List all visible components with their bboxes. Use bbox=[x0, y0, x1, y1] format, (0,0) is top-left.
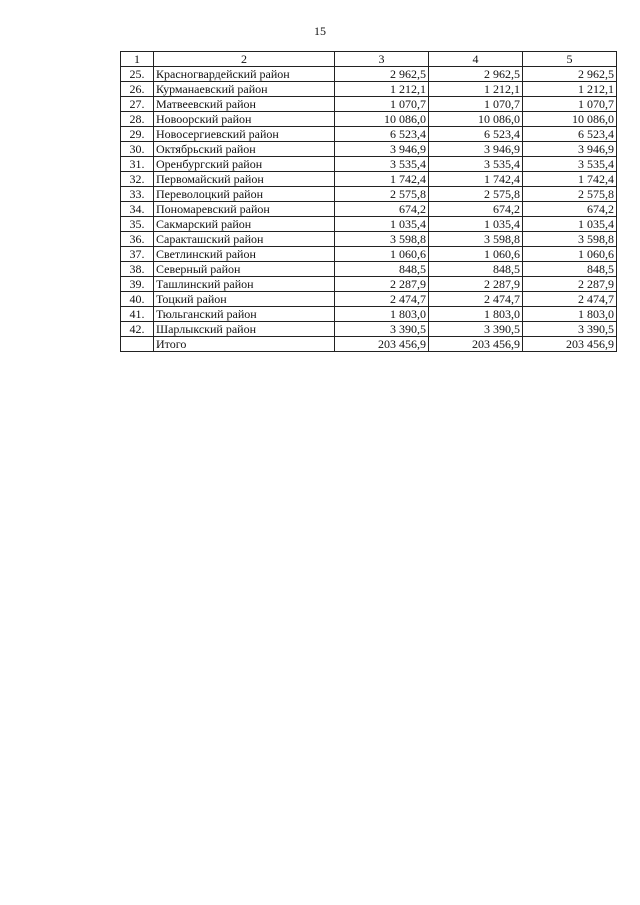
value-col-4: 1 035,4 bbox=[429, 217, 523, 232]
value-col-4: 3 598,8 bbox=[429, 232, 523, 247]
row-number: 29. bbox=[121, 127, 154, 142]
total-row bbox=[121, 337, 617, 352]
table-row bbox=[121, 202, 617, 217]
value-col-5: 3 390,5 bbox=[523, 322, 617, 337]
district-name: Переволоцкий район bbox=[154, 187, 335, 202]
table-row bbox=[121, 157, 617, 172]
value-col-3: 1 212,1 bbox=[335, 82, 429, 97]
value-col-3: 2 962,5 bbox=[335, 67, 429, 82]
district-name: Первомайский район bbox=[154, 172, 335, 187]
row-number: 39. bbox=[121, 277, 154, 292]
row-number: 35. bbox=[121, 217, 154, 232]
row-number: 36. bbox=[121, 232, 154, 247]
value-col-4: 2 474,7 bbox=[429, 292, 523, 307]
district-name: Октябрьский район bbox=[154, 142, 335, 157]
district-name: Новоорский район bbox=[154, 112, 335, 127]
row-number: 41. bbox=[121, 307, 154, 322]
value-col-4: 1 212,1 bbox=[429, 82, 523, 97]
district-name: Ташлинский район bbox=[154, 277, 335, 292]
row-number: 27. bbox=[121, 97, 154, 112]
district-name: Сакмарский район bbox=[154, 217, 335, 232]
value-col-5: 1 212,1 bbox=[523, 82, 617, 97]
table-row bbox=[121, 322, 617, 337]
value-col-5: 848,5 bbox=[523, 262, 617, 277]
value-col-4: 1 060,6 bbox=[429, 247, 523, 262]
value-col-3: 674,2 bbox=[335, 202, 429, 217]
value-col-4: 10 086,0 bbox=[429, 112, 523, 127]
value-col-5: 10 086,0 bbox=[523, 112, 617, 127]
value-col-3: 10 086,0 bbox=[335, 112, 429, 127]
value-col-4: 6 523,4 bbox=[429, 127, 523, 142]
value-col-3: 3 598,8 bbox=[335, 232, 429, 247]
header-cell-2: 2 bbox=[154, 52, 335, 67]
district-name: Оренбургский район bbox=[154, 157, 335, 172]
value-col-4: 203 456,9 bbox=[429, 337, 523, 352]
value-col-5: 1 803,0 bbox=[523, 307, 617, 322]
table-row bbox=[121, 262, 617, 277]
district-name: Пономаревский район bbox=[154, 202, 335, 217]
value-col-5: 1 742,4 bbox=[523, 172, 617, 187]
district-name: Матвеевский район bbox=[154, 97, 335, 112]
value-col-3: 3 390,5 bbox=[335, 322, 429, 337]
value-col-5: 1 035,4 bbox=[523, 217, 617, 232]
table-row bbox=[121, 67, 617, 82]
value-col-3: 848,5 bbox=[335, 262, 429, 277]
row-number: 30. bbox=[121, 142, 154, 157]
table-row bbox=[121, 127, 617, 142]
value-col-3: 1 803,0 bbox=[335, 307, 429, 322]
page-number: 15 bbox=[314, 24, 326, 38]
value-col-4: 3 946,9 bbox=[429, 142, 523, 157]
value-col-5: 3 946,9 bbox=[523, 142, 617, 157]
row-number: 40. bbox=[121, 292, 154, 307]
value-col-5: 2 474,7 bbox=[523, 292, 617, 307]
value-col-3: 6 523,4 bbox=[335, 127, 429, 142]
value-col-3: 2 575,8 bbox=[335, 187, 429, 202]
value-col-5: 1 060,6 bbox=[523, 247, 617, 262]
value-col-5: 203 456,9 bbox=[523, 337, 617, 352]
value-col-4: 674,2 bbox=[429, 202, 523, 217]
row-number: 26. bbox=[121, 82, 154, 97]
row-number: 32. bbox=[121, 172, 154, 187]
value-col-4: 1 742,4 bbox=[429, 172, 523, 187]
value-col-3: 1 070,7 bbox=[335, 97, 429, 112]
district-name: Тоцкий район bbox=[154, 292, 335, 307]
table-row bbox=[121, 307, 617, 322]
value-col-5: 3 598,8 bbox=[523, 232, 617, 247]
value-col-5: 674,2 bbox=[523, 202, 617, 217]
header-cell-3: 3 bbox=[335, 52, 429, 67]
row-number: 34. bbox=[121, 202, 154, 217]
district-name: Саракташский район bbox=[154, 232, 335, 247]
table-row bbox=[121, 247, 617, 262]
value-col-4: 2 287,9 bbox=[429, 277, 523, 292]
value-col-5: 3 535,4 bbox=[523, 157, 617, 172]
table-row bbox=[121, 292, 617, 307]
district-name: Итого bbox=[154, 337, 335, 352]
table-body bbox=[121, 52, 617, 352]
value-col-5: 2 962,5 bbox=[523, 67, 617, 82]
table-row bbox=[121, 97, 617, 112]
district-name: Новосергиевский район bbox=[154, 127, 335, 142]
data-table bbox=[120, 51, 617, 352]
value-col-3: 2 474,7 bbox=[335, 292, 429, 307]
header-cell-5: 5 bbox=[523, 52, 617, 67]
value-col-5: 1 070,7 bbox=[523, 97, 617, 112]
header-cell-1: 1 bbox=[121, 52, 154, 67]
table-row bbox=[121, 142, 617, 157]
value-col-5: 2 575,8 bbox=[523, 187, 617, 202]
value-col-5: 2 287,9 bbox=[523, 277, 617, 292]
value-col-4: 848,5 bbox=[429, 262, 523, 277]
table-row bbox=[121, 172, 617, 187]
value-col-3: 3 535,4 bbox=[335, 157, 429, 172]
value-col-3: 203 456,9 bbox=[335, 337, 429, 352]
value-col-5: 6 523,4 bbox=[523, 127, 617, 142]
district-name: Шарлыкский район bbox=[154, 322, 335, 337]
table-row bbox=[121, 217, 617, 232]
district-name: Светлинский район bbox=[154, 247, 335, 262]
row-number bbox=[121, 337, 154, 352]
header-cell-4: 4 bbox=[429, 52, 523, 67]
district-name: Северный район bbox=[154, 262, 335, 277]
row-number: 25. bbox=[121, 67, 154, 82]
value-col-3: 2 287,9 bbox=[335, 277, 429, 292]
value-col-3: 1 035,4 bbox=[335, 217, 429, 232]
value-col-4: 2 962,5 bbox=[429, 67, 523, 82]
value-col-4: 1 803,0 bbox=[429, 307, 523, 322]
value-col-4: 3 535,4 bbox=[429, 157, 523, 172]
table-row bbox=[121, 232, 617, 247]
table-row bbox=[121, 187, 617, 202]
table-row bbox=[121, 112, 617, 127]
value-col-3: 1 060,6 bbox=[335, 247, 429, 262]
table-row bbox=[121, 82, 617, 97]
row-number: 38. bbox=[121, 262, 154, 277]
row-number: 28. bbox=[121, 112, 154, 127]
value-col-3: 3 946,9 bbox=[335, 142, 429, 157]
row-number: 31. bbox=[121, 157, 154, 172]
header-row bbox=[121, 52, 617, 67]
row-number: 33. bbox=[121, 187, 154, 202]
district-name: Красногвардейский район bbox=[154, 67, 335, 82]
value-col-3: 1 742,4 bbox=[335, 172, 429, 187]
value-col-4: 3 390,5 bbox=[429, 322, 523, 337]
row-number: 37. bbox=[121, 247, 154, 262]
table-row bbox=[121, 277, 617, 292]
district-name: Тюльганский район bbox=[154, 307, 335, 322]
value-col-4: 2 575,8 bbox=[429, 187, 523, 202]
value-col-4: 1 070,7 bbox=[429, 97, 523, 112]
row-number: 42. bbox=[121, 322, 154, 337]
district-name: Курманаевский район bbox=[154, 82, 335, 97]
